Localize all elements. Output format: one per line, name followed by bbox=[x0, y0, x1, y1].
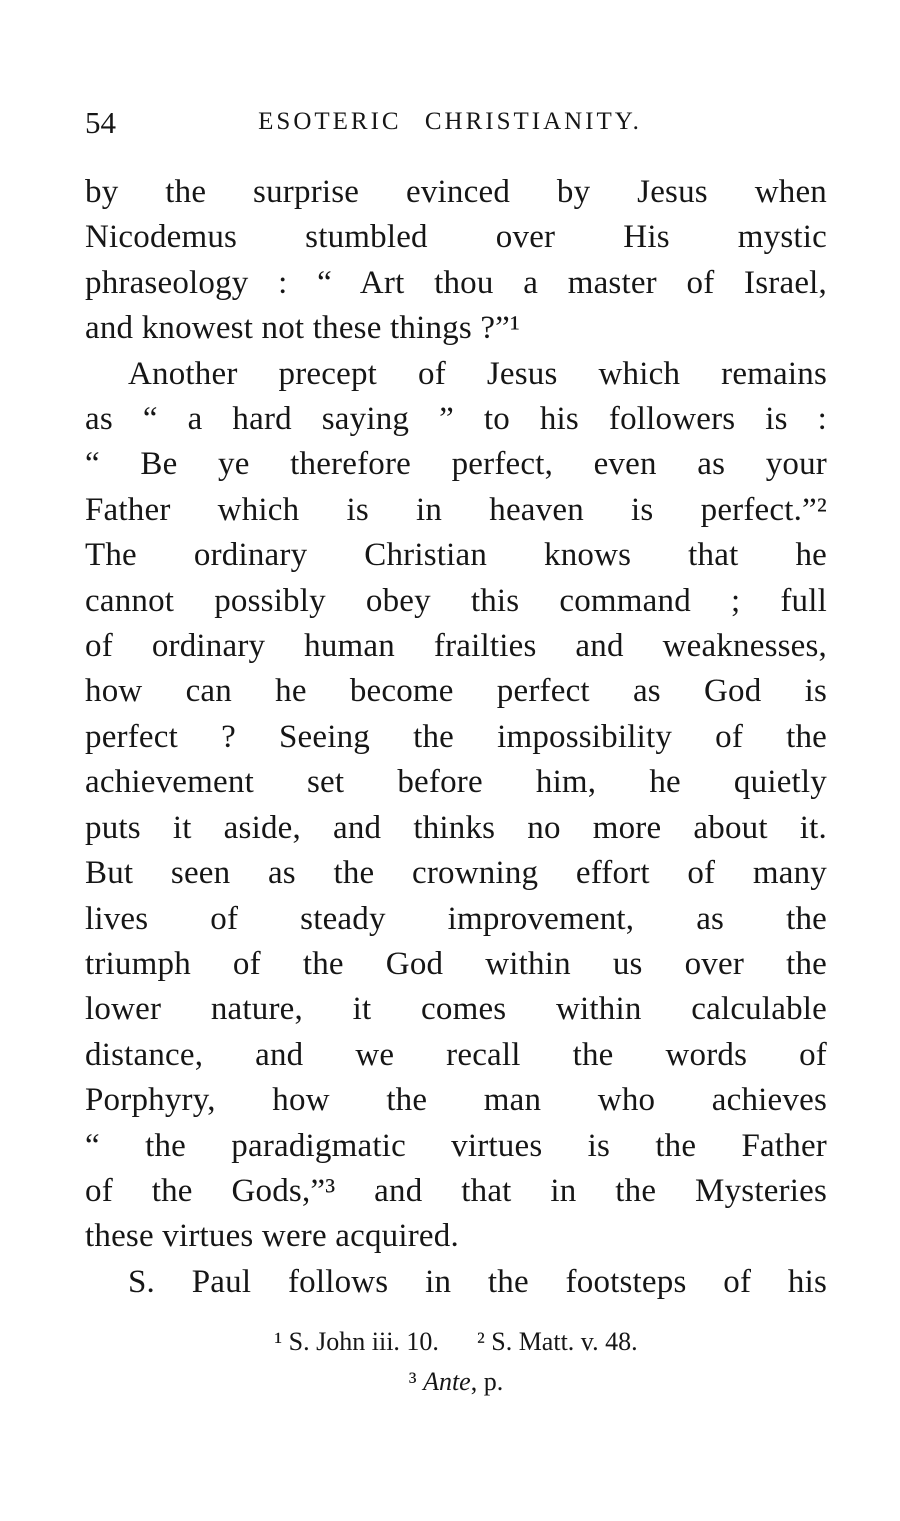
footnote-3-source: Ante bbox=[423, 1367, 471, 1396]
text-line: puts it aside, and thinks no more about it. bbox=[85, 809, 827, 846]
text-line: “ the paradigmatic virtues is the Father bbox=[85, 1127, 827, 1164]
text-line: lower nature, it comes within calculable bbox=[85, 991, 827, 1028]
text-line: Another precept of Jesus which remains bbox=[128, 355, 827, 392]
text-line: achievement set before him, he quietly bbox=[85, 764, 827, 801]
text-line: Nicodemus stumbled over His mystic bbox=[85, 219, 827, 256]
running-head: ESOTERIC CHRISTIANITY. bbox=[258, 108, 642, 135]
text-line: The ordinary Christian knows that he bbox=[85, 537, 827, 574]
text-line: of ordinary human frailties and weaknesses, bbox=[85, 628, 827, 665]
text-line: as “ a hard saying ” to his followers is : bbox=[85, 401, 827, 438]
text-line: these virtues were acquired. bbox=[85, 1218, 459, 1255]
page-number: 54 bbox=[85, 105, 116, 140]
text-line: of the Gods,”³ and that in the Mysteries bbox=[85, 1172, 827, 1209]
text-line: phraseology : “ Art thou a master of Israel, bbox=[85, 264, 827, 301]
text-line: “ Be ye therefore perfect, even as your bbox=[85, 446, 827, 483]
footnote-1: ¹ S. John iii. 10. bbox=[274, 1327, 439, 1356]
text-line: Porphyry, how the man who achieves bbox=[85, 1082, 827, 1119]
footnote-3-rest: , p. bbox=[470, 1367, 504, 1396]
text-line: perfect ? Seeing the impossibility of the bbox=[85, 718, 827, 755]
footnotes bbox=[85, 1322, 827, 1402]
footnote-2: ² S. Matt. v. 48. bbox=[476, 1327, 638, 1356]
text-line: by the surprise evinced by Jesus when bbox=[85, 174, 827, 210]
text-line: Father which is in heaven is perfect.”² bbox=[85, 491, 827, 528]
text-line: distance, and we recall the words of bbox=[85, 1036, 827, 1073]
text-line: cannot possibly obey this command ; full bbox=[85, 582, 827, 619]
text-line: how can he become perfect as God is bbox=[85, 673, 827, 710]
page-body bbox=[85, 170, 827, 1305]
text-line: and knowest not these things ?”¹ bbox=[85, 310, 521, 347]
text-line: triumph of the God within us over the bbox=[85, 945, 827, 982]
footnote-line-1 bbox=[85, 1322, 827, 1362]
footnote-line-2 bbox=[85, 1362, 827, 1402]
text-line: S. Paul follows in the footsteps of his bbox=[128, 1263, 827, 1300]
footnote-3-marker: ³ bbox=[408, 1367, 424, 1396]
text-line: lives of steady improvement, as the bbox=[85, 900, 827, 937]
text-line: But seen as the crowning effort of many bbox=[85, 855, 827, 892]
